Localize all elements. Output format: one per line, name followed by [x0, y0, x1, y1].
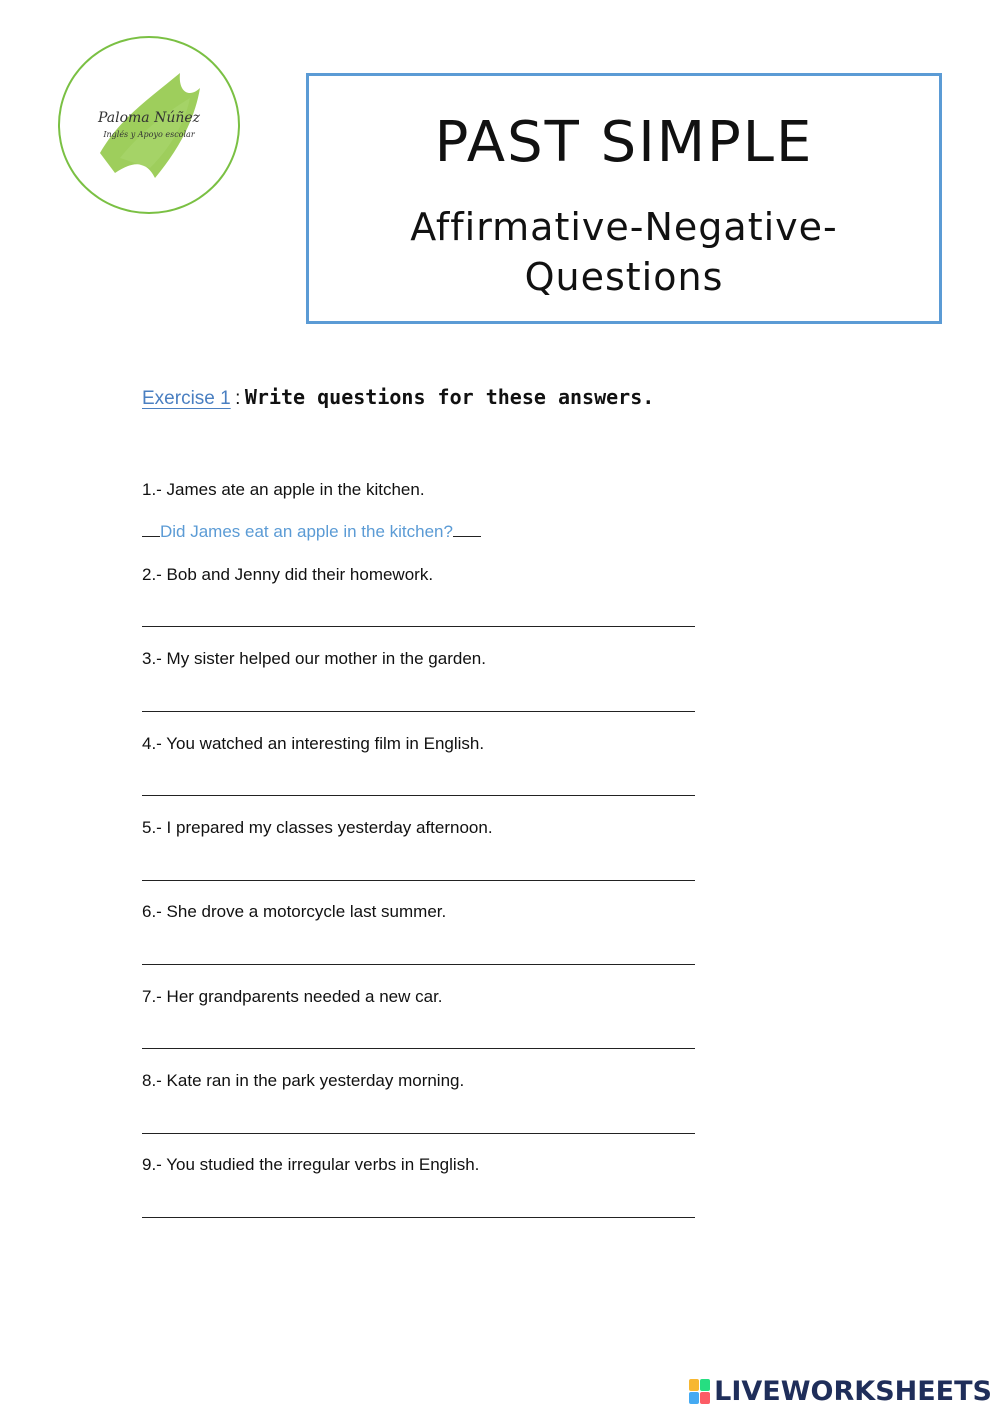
question-item-5: 5.- I prepared my classes yesterday afternoon.	[142, 818, 493, 837]
liveworksheets-logo-icon	[689, 1379, 711, 1405]
exercise-heading	[142, 385, 654, 410]
title-box	[306, 73, 942, 324]
exercise-instruction: Write questions for these answers.	[244, 385, 655, 409]
answer-line-5[interactable]	[142, 880, 695, 881]
worksheet-subtitle: Affirmative-Negative-Questions	[410, 205, 838, 299]
answer-line-8[interactable]	[142, 1133, 695, 1134]
brand-logo	[58, 36, 240, 214]
answer-line-2[interactable]	[142, 626, 695, 627]
logo-name: Paloma Núñez	[97, 110, 201, 126]
answer-line-7[interactable]	[142, 1048, 695, 1049]
example-answer-text: Did James eat an apple in the kitchen?	[160, 522, 453, 541]
answer-line-9[interactable]	[142, 1217, 695, 1218]
question-item-3: 3.- My sister helped our mother in the garden.	[142, 649, 486, 668]
answer-line-6[interactable]	[142, 964, 695, 965]
answer-line-4[interactable]	[142, 795, 695, 796]
question-item-6: 6.- She drove a motorcycle last summer.	[142, 902, 447, 921]
example-answer	[142, 522, 481, 542]
question-item-4: 4.- You watched an interesting film in English.	[142, 734, 485, 753]
footer-brand-text: LIVEWORKSHEETS	[714, 1376, 992, 1407]
example-blank-before	[142, 536, 160, 537]
answer-line-3[interactable]	[142, 711, 695, 712]
exercise-label: Exercise 1	[142, 388, 231, 409]
question-item-8: 8.- Kate ran in the park yesterday morning.	[142, 1071, 465, 1090]
question-item-9: 9.- You studied the irregular verbs in English.	[142, 1155, 480, 1174]
worksheet-title: PAST SIMPLE	[434, 110, 814, 175]
example-blank-after	[453, 536, 481, 537]
question-item-7: 7.- Her grandparents needed a new car.	[142, 987, 443, 1006]
question-item-2: 2.- Bob and Jenny did their homework.	[142, 565, 434, 584]
exercise-colon: :	[235, 388, 241, 409]
question-item-1: 1.- James ate an apple in the kitchen.	[142, 480, 425, 499]
logo-subtitle: Inglés y Apoyo escolar	[103, 130, 195, 139]
footer-brand[interactable]	[689, 1376, 992, 1407]
